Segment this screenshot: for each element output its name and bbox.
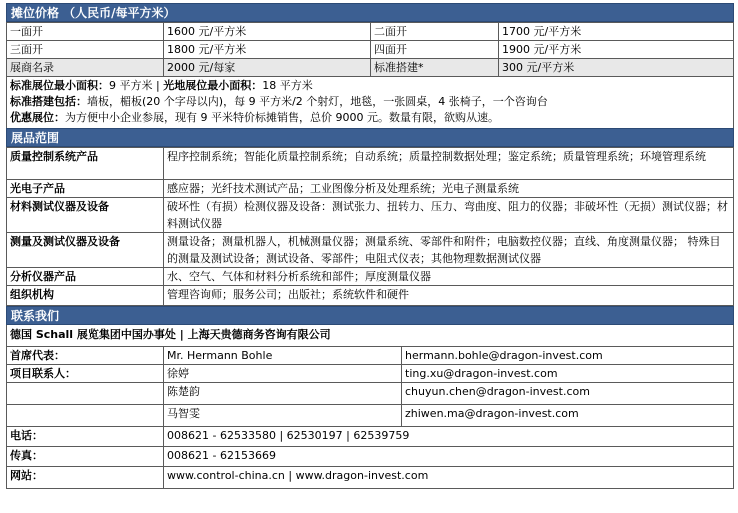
fax-label: 传真： — [7, 447, 164, 467]
note-text: 墙板，楣板(20 个字母以内)，每 9 平方米/2 个射灯，地毯，一张圆桌，4 张椅子，一个咨询台 — [87, 95, 548, 108]
exhibit-items: 测量设备；测量机器人，机械测量仪器；测量系统、零部件和附件；电脑数控仪器；直线、角度测量仪器； 特殊目的测量及测试设备；测试设备、零部件；电阻式仪表；其他物理数据测试仪器 — [164, 233, 734, 268]
booth-price-header: 摊位价格 （人民币/每平方米） — [6, 3, 734, 22]
contact-label: 首席代表： — [7, 347, 164, 365]
exhibit-row — [7, 233, 734, 268]
exhibit-category: 光电子产品 — [7, 180, 164, 198]
price-cell: 标准搭建* — [371, 59, 499, 77]
contact-row-fax — [7, 447, 734, 467]
exhibit-row — [7, 148, 734, 180]
exhibit-items: 水、空气、气体和材料分析系统和部件；厚度测量仪器 — [164, 268, 734, 286]
contact-organization: 德国 Schall 展览集团中国办事处 | 上海天贵德商务咨询有限公司 — [6, 325, 734, 346]
price-row — [7, 41, 734, 59]
exhibit-items: 感应器；光纤技术测试产品；工业图像分析及处理系统；光电子测量系统 — [164, 180, 734, 198]
price-cell: 一面开 — [7, 23, 164, 41]
booth-notes — [6, 77, 734, 128]
price-cell: 1800 元/平方米 — [164, 41, 371, 59]
price-cell: 1600 元/平方米 — [164, 23, 371, 41]
contact-email[interactable]: ting.xu@dragon-invest.com — [402, 365, 734, 383]
note-label: 标准展位最小面积： — [10, 79, 109, 92]
exhibit-row — [7, 198, 734, 233]
price-cell: 2000 元/每家 — [164, 59, 371, 77]
note-text: 9 平方米 | — [109, 79, 164, 92]
exhibit-category: 组织机构 — [7, 286, 164, 306]
exhibit-category: 分析仪器产品 — [7, 268, 164, 286]
exhibit-items: 破坏性（有损）检测仪器及设备：测试张力、扭转力、压力、弯曲度、阻力的仪器；非破坏性（无损）测试仪器；材料测试仪器 — [164, 198, 734, 233]
note-text: 为方便中小企业参展，现有 9 平米特价标摊销售，总价 9000 元。数量有限，欲购从速。 — [65, 111, 499, 124]
price-row — [7, 59, 734, 77]
phone-value: 008621 - 62533580 | 62530197 | 62539759 — [164, 427, 734, 447]
exhibit-category: 质量控制系统产品 — [7, 148, 164, 180]
price-cell: 二面开 — [371, 23, 499, 41]
price-cell: 1700 元/平方米 — [499, 23, 734, 41]
contact-row — [7, 405, 734, 427]
booth-price-table — [6, 22, 734, 77]
contact-name: 徐婷 — [164, 365, 402, 383]
contact-table — [6, 346, 734, 489]
exhibit-row — [7, 268, 734, 286]
exhibit-category: 测量及测试仪器及设备 — [7, 233, 164, 268]
note-label: 标准搭建包括： — [10, 95, 87, 108]
price-cell: 展商名录 — [7, 59, 164, 77]
web-label: 网站： — [7, 467, 164, 489]
fax-value: 008621 - 62153669 — [164, 447, 734, 467]
exhibit-items: 程序控制系统；智能化质量控制系统；自动系统；质量控制数据处理；鉴定系统；质量管理系统；环境管理系统 — [164, 148, 734, 180]
exhibit-category: 材料测试仪器及设备 — [7, 198, 164, 233]
contact-name: Mr. Hermann Bohle — [164, 347, 402, 365]
booth-note-min-area — [7, 78, 733, 94]
contact-name: 陈楚韵 — [164, 383, 402, 405]
price-cell: 三面开 — [7, 41, 164, 59]
price-cell: 300 元/平方米 — [499, 59, 734, 77]
contact-row-web — [7, 467, 734, 489]
contact-email[interactable]: zhiwen.ma@dragon-invest.com — [402, 405, 734, 427]
phone-label: 电话： — [7, 427, 164, 447]
booth-note-discount — [7, 110, 733, 126]
price-row — [7, 23, 734, 41]
contact-email[interactable]: hermann.bohle@dragon-invest.com — [402, 347, 734, 365]
price-cell: 1900 元/平方米 — [499, 41, 734, 59]
contact-row — [7, 383, 734, 405]
contact-row — [7, 347, 734, 365]
exhibit-row — [7, 286, 734, 306]
contact-header: 联系我们 — [6, 306, 734, 325]
contact-row — [7, 365, 734, 383]
contact-label — [7, 383, 164, 405]
note-text: 18 平方米 — [262, 79, 313, 92]
booth-note-standard — [7, 94, 733, 110]
price-cell: 四面开 — [371, 41, 499, 59]
note-label: 优惠展位： — [10, 111, 65, 124]
exhibit-row — [7, 180, 734, 198]
contact-label: 项目联系人： — [7, 365, 164, 383]
contact-row-phone — [7, 427, 734, 447]
contact-label — [7, 405, 164, 427]
exhibit-items: 管理咨询师；服务公司；出版社；系统软件和硬件 — [164, 286, 734, 306]
exhibit-range-header: 展品范围 — [6, 128, 734, 147]
contact-name: 马智雯 — [164, 405, 402, 427]
note-label: 光地展位最小面积： — [163, 79, 263, 92]
contact-email[interactable]: chuyun.chen@dragon-invest.com — [402, 383, 734, 405]
web-value[interactable]: www.control-china.cn | www.dragon-invest.com — [164, 467, 734, 489]
exhibit-range-table — [6, 147, 734, 306]
